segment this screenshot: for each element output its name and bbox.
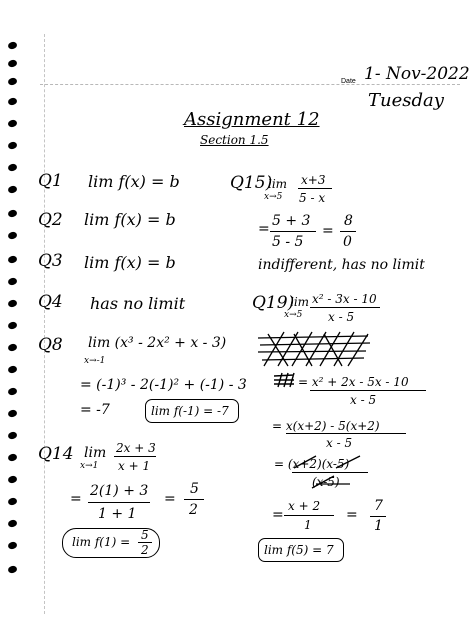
binder-hole (7, 163, 18, 172)
q15-fraction-bar (298, 188, 332, 189)
binder-hole (7, 321, 18, 330)
binder-hole (7, 541, 18, 550)
q8-limit-expr: lim (x³ - 2x² + x - 3) (88, 335, 227, 351)
q8-label: Q8 (38, 335, 63, 355)
q19-step3-denominator: (x-5) (312, 475, 340, 489)
q15-label: Q15) (230, 173, 273, 193)
q19-result-bar (370, 516, 386, 517)
q2-expr: lim f(x) = b (84, 210, 176, 229)
cancel-strokes (290, 454, 380, 490)
q1-label: Q1 (38, 171, 63, 191)
q15-note: indifferent, has no limit (258, 257, 425, 273)
q15-step-denominator: 5 - 5 (272, 234, 304, 250)
q1-expr: lim f(x) = b (88, 172, 180, 191)
q15-lim: lim (268, 177, 288, 191)
q19-step1-numerator: = x² + 2x - 5x - 10 (298, 375, 409, 389)
q19-step4-prefix: = (272, 507, 284, 523)
assignment-title: Assignment 12 (184, 109, 320, 130)
q19-result-numerator: 7 (374, 498, 383, 514)
binder-hole (7, 565, 18, 574)
q14-lim-sub: x→1 (80, 461, 99, 471)
binder-hole (7, 365, 18, 374)
q19-lim: lim (290, 295, 310, 309)
q19-step2-denominator: x - 5 (326, 436, 353, 450)
q19-step4-equals: = (346, 507, 358, 523)
q19-lim-sub: x→5 (284, 310, 303, 320)
q19-numerator: x² - 3x - 10 (312, 292, 377, 306)
q15-numerator: x+3 (301, 173, 326, 187)
q15-equals: = (322, 223, 334, 239)
q8-step1: = (-1)³ - 2(-1)² + (-1) - 3 (80, 377, 247, 393)
binder-hole (7, 431, 18, 440)
binder-hole (7, 387, 18, 396)
binder-hole (7, 453, 18, 462)
binder-hole (7, 497, 18, 506)
q15-result-bar (340, 231, 356, 232)
q15-denominator: 5 - x (299, 191, 326, 205)
q15-result-denominator: 0 (343, 234, 352, 250)
q19-step4-bar (284, 515, 334, 516)
date-value: 1- Nov-2022 (364, 64, 470, 84)
q15-step-bar (270, 231, 316, 232)
q14-label: Q14 (38, 444, 74, 464)
notebook-page: Date 1- Nov-2022 Tuesday Assignment 12 Section 1.5 Q1 lim f(x) = b Q2 lim f(x) = b Q3 lim f(x) = b Q4 has no limit Q8 lim (x³ - 2x² + x - 3) x→-1 = (-1)³ - 2(-1)² + (-1) - 3 = -7 lim f(-1) = -7 Q14 lim x→1 2x + 3 x + 1 = 2(1) + 3 1 + 1 = 5 2 lim f(1) = 5 2 Q15) lim x→5 x+3 5 - x = 5 + 3 5 - 5 = 8 0 indifferent, has no limit Q19) lim x→5 x² - 3x - 10 x - 5 = x² + 2x - 5x - 10 x - 5 = x(x+2) - 5(x+2) x - 5 = (x+2)(x-5) (x-5) = x + 2 1 = 7 1 lim f(5) = 7 (0, 0, 474, 632)
binder-hole (7, 343, 18, 352)
q8-limit-sub: x→-1 (84, 356, 106, 366)
q15-step-numerator: 5 + 3 (272, 213, 311, 229)
q19-fraction-bar (310, 307, 380, 308)
binder-hole (7, 255, 18, 264)
q14-result-bar (184, 499, 204, 500)
q14-boxed-numerator: 5 (141, 528, 149, 542)
q14-step-bar (88, 502, 150, 503)
binder-hole (7, 59, 18, 68)
binder-hole (7, 77, 18, 86)
q14-result-numerator: 5 (190, 481, 199, 497)
q19-step4-denominator: 1 (304, 518, 312, 532)
q19-denominator: x - 5 (328, 310, 355, 324)
q8-boxed-answer: lim f(-1) = -7 (151, 404, 229, 418)
q14-boxed-answer: lim f(1) = (72, 535, 131, 549)
section-title: Section 1.5 (200, 133, 269, 147)
q19-step1-denominator: x - 5 (350, 393, 377, 407)
q14-fraction-bar (114, 456, 156, 457)
binder-hole (7, 299, 18, 308)
q14-denominator: x + 1 (118, 459, 151, 473)
binder-hole (7, 97, 18, 106)
binder-hole (7, 519, 18, 528)
binder-hole (7, 409, 18, 418)
q19-result-denominator: 1 (374, 518, 383, 534)
binder-hole (7, 475, 18, 484)
q14-boxed-denominator: 2 (141, 543, 149, 557)
margin-rule (44, 34, 45, 614)
q14-numerator: 2x + 3 (116, 441, 156, 455)
scribbled-out-mark (272, 372, 296, 388)
binder-hole (7, 209, 18, 218)
binder-hole (7, 41, 18, 50)
date-label: Date (341, 78, 356, 85)
q19-step3-numerator: = (x+2)(x-5) (274, 457, 350, 471)
q19-boxed-answer: lim f(5) = 7 (264, 543, 334, 557)
q19-label: Q19) (252, 293, 295, 313)
q2-label: Q2 (38, 210, 63, 230)
q14-step-numerator: 2(1) + 3 (90, 483, 149, 499)
header-rule (40, 84, 460, 85)
q15-result-numerator: 8 (344, 213, 353, 229)
q19-step2-numerator: = x(x+2) - 5(x+2) (272, 419, 380, 433)
q4-expr: has no limit (90, 294, 186, 313)
binder-hole (7, 119, 18, 128)
binder-hole (7, 277, 18, 286)
q3-label: Q3 (38, 251, 63, 271)
q3-expr: lim f(x) = b (84, 253, 176, 272)
q14-result-denominator: 2 (189, 502, 198, 518)
q4-label: Q4 (38, 292, 63, 312)
q14-step-denominator: 1 + 1 (98, 506, 137, 522)
q15-lim-sub: x→5 (264, 192, 283, 202)
binder-hole (7, 185, 18, 194)
q14-equals: = (164, 491, 176, 507)
q19-step2-bar (286, 433, 406, 434)
binder-hole (7, 141, 18, 150)
q19-step1-bar (310, 390, 426, 391)
q19-step4-numerator: x + 2 (288, 499, 321, 513)
q8-step2: = -7 (80, 402, 110, 418)
binder-hole (7, 231, 18, 240)
q14-lim: lim (84, 445, 107, 461)
weekday: Tuesday (368, 90, 444, 111)
scribbled-out-work (254, 330, 374, 370)
